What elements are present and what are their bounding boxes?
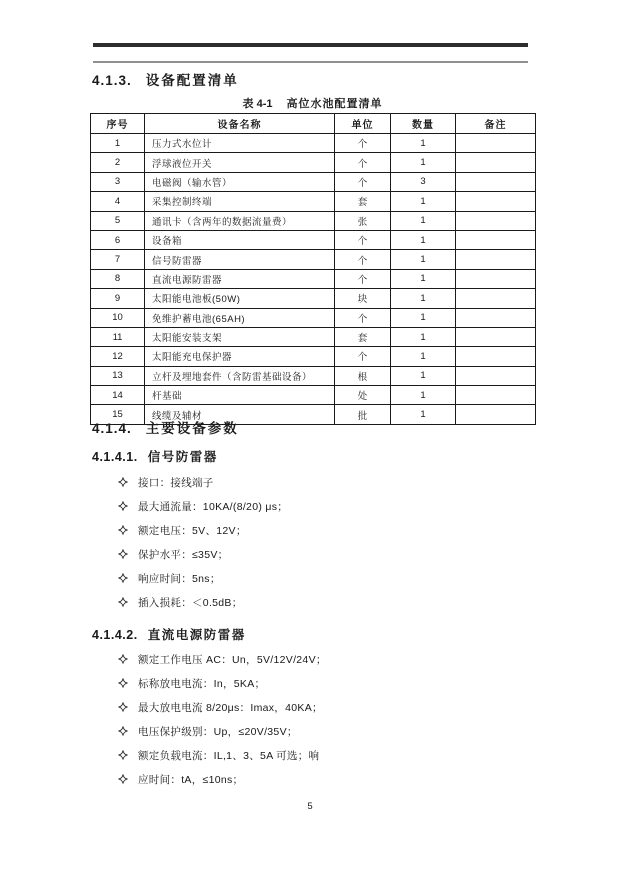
table-cell: 太阳能充电保护器: [145, 347, 335, 366]
table-cell: 1: [391, 308, 456, 327]
spec-bullet-text: 额定电压：5V、12V；: [138, 524, 247, 537]
header-rule-thick: [93, 43, 528, 47]
table-cell: 太阳能安装支架: [145, 327, 335, 346]
four-pointed-star-bullet-icon: [118, 726, 128, 736]
table-cell: 1: [391, 327, 456, 346]
table-cell: 免维护蓄电池(65AH): [145, 308, 335, 327]
table-cell: [456, 153, 536, 172]
table-cell: [456, 269, 536, 288]
four-pointed-star-bullet-icon: [118, 678, 128, 688]
spec-bullet-item: [118, 542, 288, 566]
table-cell: [456, 308, 536, 327]
table-cell: 太阳能电池板(50W): [145, 289, 335, 308]
table-cell: 12: [91, 347, 145, 366]
section-heading-4-1-3: [92, 69, 239, 89]
table-cell: 个: [335, 134, 391, 153]
column-header: 序号: [91, 114, 145, 134]
table-cell: 2: [91, 153, 145, 172]
table-cell: 个: [335, 250, 391, 269]
table-caption-title: 高位水池配置清单: [286, 98, 383, 110]
table-cell: 14: [91, 386, 145, 405]
table-cell: 1: [391, 153, 456, 172]
table-cell: 11: [91, 327, 145, 346]
spec-bullet-item: [118, 743, 327, 767]
section-heading-4-1-4: [92, 417, 239, 437]
table-cell: 个: [335, 308, 391, 327]
section-title: 设备配置清单: [145, 73, 239, 88]
table-cell: 5: [91, 211, 145, 230]
table-header-row: [91, 114, 536, 134]
column-header: 设备名称: [145, 114, 335, 134]
table-cell: 3: [91, 172, 145, 191]
table-cell: 1: [391, 405, 456, 424]
table-cell: 1: [391, 347, 456, 366]
four-pointed-star-bullet-icon: [118, 549, 128, 559]
table-cell: 1: [391, 192, 456, 211]
spec-bullet-text: 接口：接线端子: [138, 476, 214, 489]
table-cell: 1: [391, 230, 456, 249]
four-pointed-star-bullet-icon: [118, 501, 128, 511]
table-cell: [456, 347, 536, 366]
table-cell: 套: [335, 327, 391, 346]
spec-bullet-text: 应时间：tA，≤10ns；: [138, 773, 244, 786]
spec-bullet-item: [118, 494, 288, 518]
spec-bullet-text: 插入损耗：＜0.5dB；: [138, 596, 243, 609]
table-cell: 杆基础: [145, 386, 335, 405]
table-cell: 15: [91, 405, 145, 424]
table-cell: 套: [335, 192, 391, 211]
spec-bullet-item: [118, 518, 288, 542]
four-pointed-star-bullet-icon: [118, 525, 128, 535]
subsection-title: 直流电源防雷器: [147, 628, 246, 642]
table-row: [91, 230, 536, 249]
spec-bullet-text: 保护水平：≤35V；: [138, 548, 229, 561]
four-pointed-star-bullet-icon: [118, 573, 128, 583]
table-row: [91, 250, 536, 269]
table-cell: 线缆及辅材: [145, 405, 335, 424]
four-pointed-star-bullet-icon: [118, 477, 128, 487]
spec-bullet-text: 额定负载电流：IL,1、3、5A 可选；响: [138, 749, 320, 762]
table-row: [91, 308, 536, 327]
table-cell: 通讯卡（含两年的数据流量费）: [145, 211, 335, 230]
section-title: 主要设备参数: [145, 421, 239, 436]
table-cell: 7: [91, 250, 145, 269]
subsection-number: 4.1.4.2.: [92, 628, 138, 642]
spec-bullet-item: [118, 590, 288, 614]
subsection-heading-4-1-4-1: [92, 447, 218, 465]
table-cell: 压力式水位计: [145, 134, 335, 153]
table-cell: [456, 172, 536, 191]
table-cell: 个: [335, 172, 391, 191]
section-number: 4.1.3.: [92, 73, 132, 88]
table-row: [91, 366, 536, 385]
four-pointed-star-bullet-icon: [118, 702, 128, 712]
table-row: [91, 347, 536, 366]
subsection-heading-4-1-4-2: [92, 625, 246, 643]
table-caption-label: 表 4-1: [242, 98, 273, 110]
four-pointed-star-bullet-icon: [118, 597, 128, 607]
table-cell: 1: [391, 250, 456, 269]
table-cell: 根: [335, 366, 391, 385]
table-cell: 个: [335, 269, 391, 288]
table-cell: 个: [335, 230, 391, 249]
table-cell: [456, 289, 536, 308]
equipment-config-table: [90, 113, 536, 425]
column-header: 数量: [391, 114, 456, 134]
table-row: [91, 327, 536, 346]
table-row: [91, 192, 536, 211]
table-row: [91, 386, 536, 405]
spec-bullet-text: 标称放电电流：In，5KA；: [138, 677, 266, 690]
table-cell: 设备箱: [145, 230, 335, 249]
four-pointed-star-bullet-icon: [118, 654, 128, 664]
four-pointed-star-bullet-icon: [118, 774, 128, 784]
spec-bullet-text: 响应时间：5ns；: [138, 572, 221, 585]
table-cell: [456, 192, 536, 211]
spec-bullet-item: [118, 566, 288, 590]
four-pointed-star-bullet-icon: [118, 750, 128, 760]
table-cell: [456, 250, 536, 269]
table-cell: 个: [335, 153, 391, 172]
table-cell: [456, 211, 536, 230]
table-cell: 9: [91, 289, 145, 308]
table-cell: 电磁阀（输水管）: [145, 172, 335, 191]
spec-bullet-text: 电压保护级别：Up，≤20V/35V；: [138, 725, 298, 738]
table-cell: 4: [91, 192, 145, 211]
subsection-title: 信号防雷器: [147, 450, 218, 464]
table-cell: [456, 366, 536, 385]
page-number: 5: [307, 801, 313, 812]
spec-bullet-item: [118, 647, 327, 671]
table-row: [91, 153, 536, 172]
table-cell: 1: [391, 366, 456, 385]
table-cell: 块: [335, 289, 391, 308]
header-rule-thin: [93, 61, 528, 63]
column-header: 单位: [335, 114, 391, 134]
table-cell: [456, 405, 536, 424]
spec-bullet-text: 最大通流量：10KA/(8/20) μs；: [138, 500, 289, 513]
table-cell: 1: [391, 386, 456, 405]
table-cell: 1: [391, 134, 456, 153]
table-cell: 13: [91, 366, 145, 385]
section-number: 4.1.4.: [92, 421, 132, 436]
table-cell: 批: [335, 405, 391, 424]
table-cell: 8: [91, 269, 145, 288]
spec-bullet-text: 额定工作电压 AC：Un，5V/12V/24V；: [138, 653, 327, 666]
table-cell: 直流电源防雷器: [145, 269, 335, 288]
table-row: [91, 172, 536, 191]
spec-bullet-item: [118, 671, 327, 695]
table-row: [91, 134, 536, 153]
table-cell: 立杆及埋地套件（含防雷基础设备）: [145, 366, 335, 385]
spec-bullet-item: [118, 719, 327, 743]
spec-bullet-list-dc-arrester: [118, 647, 327, 791]
spec-bullet-text: 最大放电电流 8/20μs：Imax，40KA；: [138, 701, 323, 714]
table-cell: 个: [335, 347, 391, 366]
table-cell: 3: [391, 172, 456, 191]
table-cell: 1: [391, 269, 456, 288]
table-cell: 1: [91, 134, 145, 153]
table-cell: 1: [391, 289, 456, 308]
spec-bullet-item: [118, 767, 327, 791]
table-cell: 信号防雷器: [145, 250, 335, 269]
table-cell: 1: [391, 211, 456, 230]
table-row: [91, 269, 536, 288]
spec-bullet-list-signal-arrester: [118, 470, 288, 614]
table-row: [91, 289, 536, 308]
table-cell: [456, 386, 536, 405]
table-row: [91, 211, 536, 230]
table-cell: 浮球液位开关: [145, 153, 335, 172]
table-cell: [456, 134, 536, 153]
table-cell: [456, 327, 536, 346]
table-cell: 采集控制终端: [145, 192, 335, 211]
spec-bullet-item: [118, 695, 327, 719]
table-caption: [90, 95, 535, 111]
spec-bullet-item: [118, 470, 288, 494]
column-header: 备注: [456, 114, 536, 134]
table-cell: 处: [335, 386, 391, 405]
table-cell: [456, 230, 536, 249]
table-cell: 张: [335, 211, 391, 230]
subsection-number: 4.1.4.1.: [92, 450, 138, 464]
table-cell: 6: [91, 230, 145, 249]
table-cell: 10: [91, 308, 145, 327]
